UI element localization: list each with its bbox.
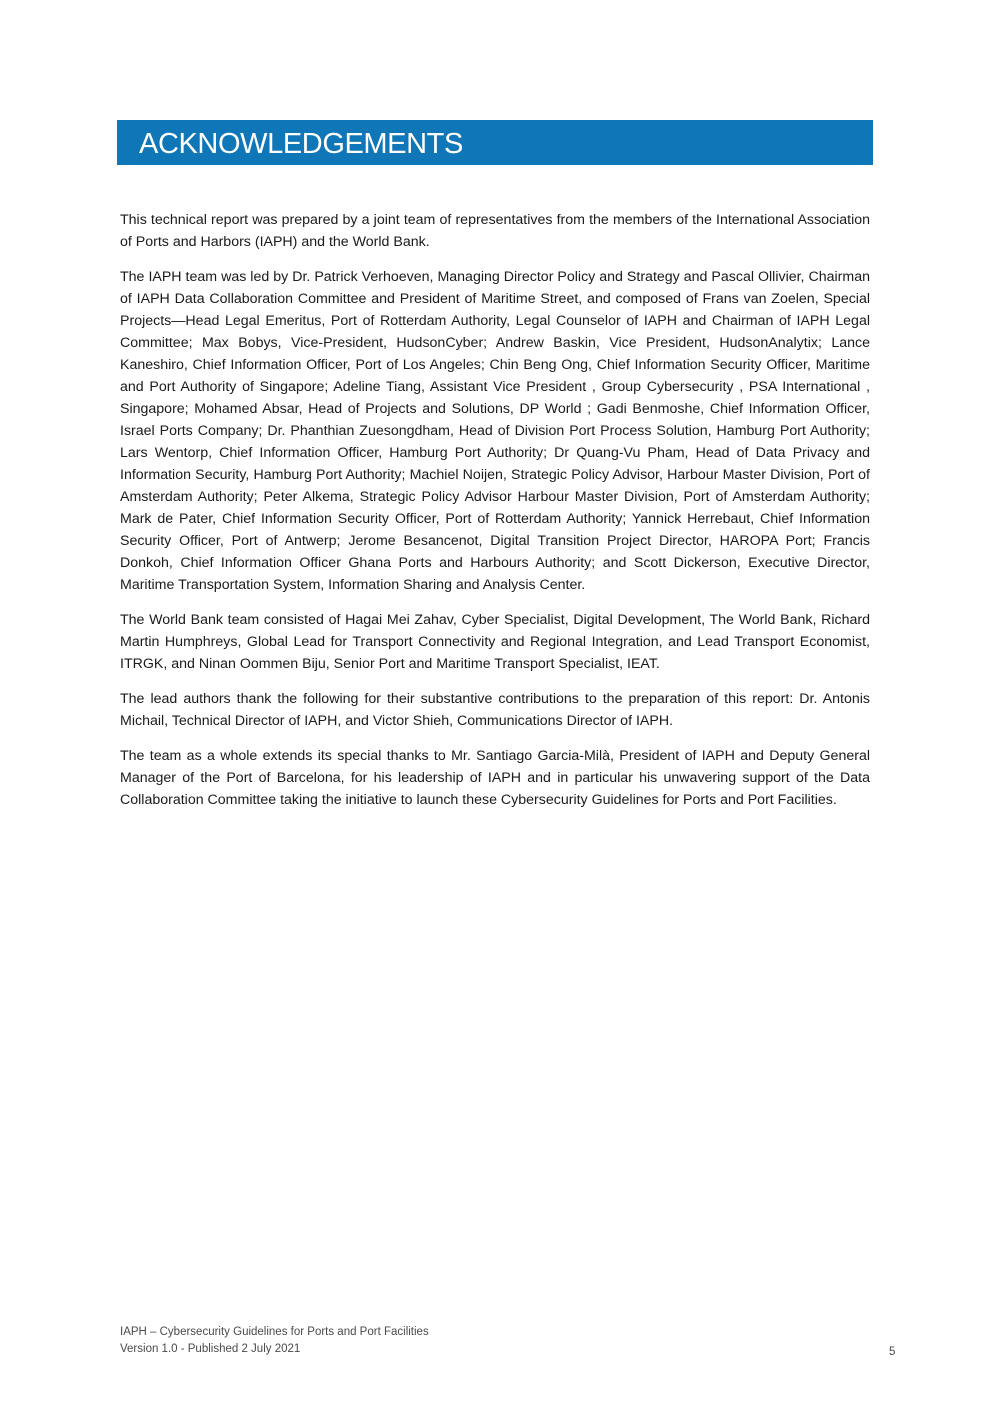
paragraph-world-bank-team: The World Bank team consisted of Hagai Mei Zahav, Cyber Specialist, Digital Development, The World Bank, Richard Martin Humphreys, Global Lead for Transport Connectivity and Regional Integration, and Lead Transport Economist, ITRGK, and Ninan Oommen Biju, Senior Port and Maritime Transport Specialist, IEAT. [120,612,870,672]
body-text [120,209,870,824]
paragraph-lead-authors: The lead authors thank the following for their substantive contributions to the preparation of this report: Dr. Antonis Michail, Technical Director of IAPH, and Victor Shieh, Communications Director of IAPH. [120,691,870,729]
footer-version: Version 1.0 - Published 2 July 2021 [120,1343,301,1355]
paragraph-intro: This technical report was prepared by a joint team of representatives from the members of the International Association of Ports and Harbors (IAPH) and the World Bank. [120,212,870,250]
section-heading-bar [117,120,873,165]
paragraph-iaph-team: The IAPH team was led by Dr. Patrick Verhoeven, Managing Director Policy and Strategy and Pascal Ollivier, Chairman of IAPH Data Collaboration Committee and President of Maritime Street, and composed of Frans van Zoelen, Special Projects—Head Legal Emeritus, Port of Rotterdam Authority, Legal Counselor of IAPH and Chairman of IAPH Legal Committee; Max Bobys, Vice-President, HudsonCyber; Andrew Baskin, Vice President, HudsonAnalytix; Lance Kaneshiro, Chief Information Officer, Port of Los Angeles; Chin Beng Ong, Chief Information Security Officer, Maritime and Port Authority of Singapore; Adeline Tiang, Assistant Vice President , Group Cybersecurity , PSA International , Singapore; Mohamed Absar, Head of Projects and Solutions, DP World ; Gadi Benmoshe, Chief Information Officer, Israel Ports Company; Dr. Phanthian Zuesongdham, Head of Division Port Process Solution, Hamburg Port Authority; Lars Wentorp, Chief Information Officer, Hamburg Port Authority; Dr Quang-Vu Pham, Head of Data Privacy and Information Security, Hamburg Port Authority; Machiel Noijen, Strategic Policy Advisor, Harbour Master Division, Port of Amsterdam Authority; Peter Alkema, Strategic Policy Advisor Harbour Master Division, Port of Amsterdam Authority; Mark de Pater, Chief Information Security Officer, Port of Rotterdam Authority; Yannick Herrebaut, Chief Information Security Officer, Port of Antwerp; Jerome Besancenot, Digital Transition Project Director, HAROPA Port; Francis Donkoh, Chief Information Officer Ghana Ports and Harbours Authority; and Scott Dickerson, Executive Director, Maritime Transportation System, Information Sharing and Analysis Center. [120,269,870,593]
footer-document-title: IAPH – Cybersecurity Guidelines for Ports and Port Facilities [120,1326,429,1338]
section-heading: ACKNOWLEDGEMENTS [139,128,463,160]
paragraph-special-thanks: The team as a whole extends its special thanks to Mr. Santiago Garcia-Milà, President of IAPH and Deputy General Manager of the Port of Barcelona, for his leadership of IAPH and in particular his unwavering support of the Data Collaboration Committee taking the initiative to launch these Cybersecurity Guidelines for Ports and Port Facilities. [120,748,870,808]
page-footer [120,1324,429,1358]
page-number: 5 [889,1346,896,1358]
